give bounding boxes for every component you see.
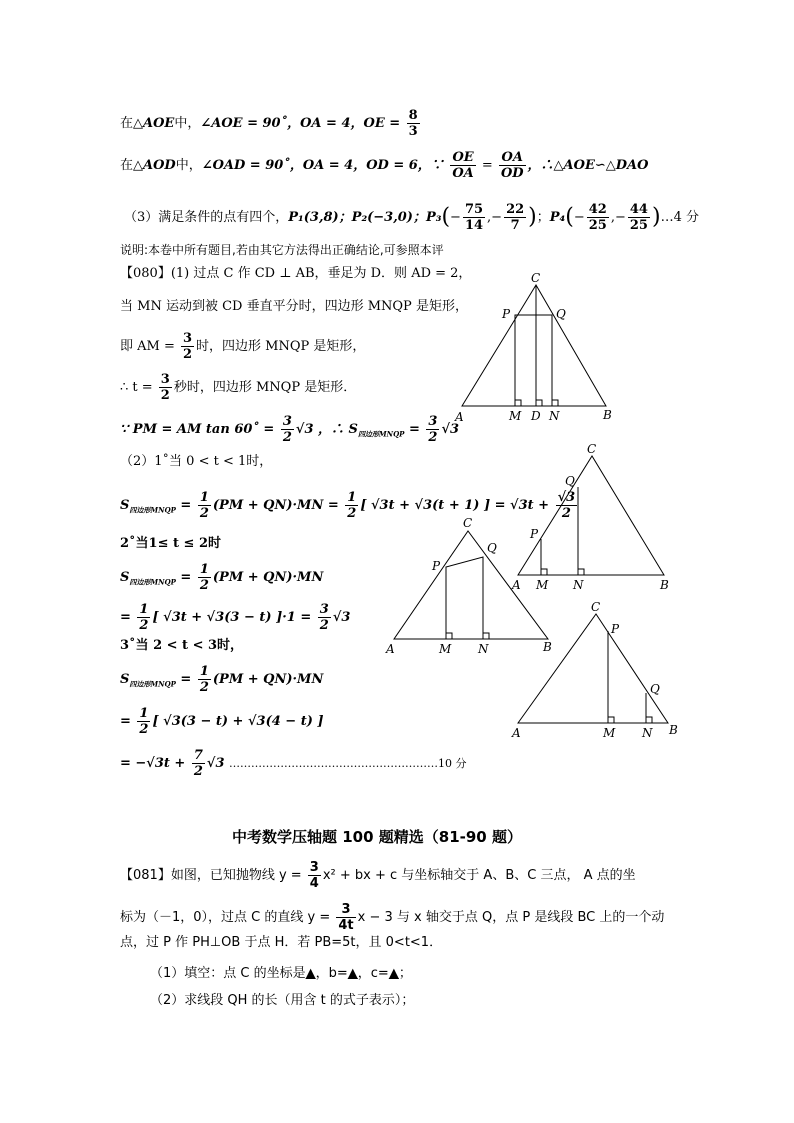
- sol079-line3: （3）满足条件的点有四个，P₁(3,8)；P₂(−3,0)；P₃(− $\frac{75}{14}$ ,− $\frac{22}{7}$ )；P₄(− $\frac{42}{25}$ ,− $\frac{44}{25}$ )…4 分: [124, 202, 699, 233]
- fig2-label-b: B: [660, 578, 669, 592]
- fig4-right-angle-marker: [608, 717, 614, 723]
- fig4-label-m: M: [603, 726, 616, 740]
- fig1-label-q: Q: [556, 307, 566, 321]
- fig1-right-angle-marker: [515, 400, 521, 406]
- sol080-l5: ∵ PM = AM tan 60˚ = $\frac{3}{2}$ √3 ，∴ $S_{四边形MNQP}$ = $\frac{3}{2}$ √3: [120, 414, 460, 445]
- fig4-label-c: C: [591, 600, 601, 614]
- sol079-line1: 在△AOE中，∠AOE = 90˚，OA = 4，OE = $\frac{8}{3}$: [120, 108, 418, 139]
- fig3-label-m: M: [439, 642, 452, 656]
- sol080-l8: 2˚当1≤ t ≤ 2时: [120, 536, 222, 551]
- fraction: $\frac{1}{2}$: [199, 664, 209, 695]
- fraction: $\frac{8}{3}$: [408, 108, 418, 139]
- fig2-triangle: [518, 456, 664, 575]
- sol080-l10: = $\frac{1}{2}$ [ √3t + √3(3 − t) ]·1 = $\frac{3}{2}$ √3: [120, 602, 351, 633]
- answer-blank[interactable]: ▲: [305, 966, 316, 981]
- fraction: $\frac{3}{2}$: [428, 414, 438, 445]
- fig2-right-angle-marker: [578, 569, 584, 575]
- sol080-l6: （2）1˚当 0 < t < 1时，: [120, 454, 273, 469]
- fig3-label-c: C: [463, 516, 473, 530]
- sol080-l7: $S_{四边形MNQP}$ = $\frac{1}{2}$ (PM + QN)·MN = $\frac{1}{2}$ [ √3t + √3(t + 1) ] = √3t + $\frac{√3}{2}$: [120, 490, 576, 521]
- sol080-l13: = $\frac{1}{2}$ [ √3(3 − t) + √3(4 − t) ]: [120, 706, 324, 737]
- sol080-l12: $S_{四边形MNQP}$ = $\frac{1}{2}$ (PM + QN)·MN: [120, 664, 324, 695]
- q081-l3: 点，过 P 作 PH⊥OB 于点 H．若 PB=5t，且 0<t<1．: [120, 935, 443, 950]
- fraction: $\frac{1}{2}$: [139, 602, 149, 633]
- q081-l2: 标为（－1，0），过点 C 的直线 y = $\frac{3}{4t}$ x − 3 与 x 轴交于点 Q，点 P 是线段 BC 上的一个动: [120, 902, 665, 933]
- fig1-rectangle: [515, 315, 552, 406]
- fig2-label-q: Q: [565, 474, 575, 488]
- fraction: $\frac{1}{2}$: [347, 490, 357, 521]
- sol080-l3: 即 AM = $\frac{3}{2}$ 时，四边形 MNQP 是矩形，: [120, 331, 366, 362]
- fig1-label-d: D: [531, 409, 541, 423]
- fig1-label-b: B: [603, 408, 612, 422]
- fig3-right-angle-marker: [446, 633, 452, 639]
- fig3-label-b: B: [543, 640, 552, 654]
- fig2-label-m: M: [536, 578, 549, 592]
- fraction: $\frac{1}{2}$: [199, 490, 209, 521]
- fraction: $\frac{3}{4}$: [309, 860, 319, 891]
- q081-l4: （1）填空：点 C 的坐标是▲，b=▲，c=▲；: [150, 966, 412, 981]
- fig4-label-b: B: [669, 723, 678, 737]
- fraction: $\frac{OE}{OA}$: [452, 150, 474, 181]
- sol080-l14: = −√3t + $\frac{7}{2}$ √3 …………………………………………………10 分: [120, 748, 467, 779]
- fraction: $\frac{3}{2}$: [282, 414, 292, 445]
- fig1-label-n: N: [549, 409, 560, 423]
- fig2-label-n: N: [573, 578, 584, 592]
- sol080-l11: 3˚当 2 < t < 3时，: [120, 638, 244, 653]
- sol080-l9: $S_{四边形MNQP}$ = $\frac{1}{2}$ (PM + QN)·MN: [120, 562, 324, 593]
- fig3-triangle: [394, 531, 548, 639]
- fig4-label-a: A: [512, 726, 521, 740]
- fraction: $\frac{3}{4t}$: [338, 902, 354, 933]
- fig2-label-c: C: [587, 442, 597, 456]
- sol079-line2: 在△AOD中，∠OAD = 90˚，OA = 4，OD = 6，∵ $\frac{OE}{OA}$ = $\frac{OA}{OD}$ ，∴△AOE∽△DAO: [120, 150, 649, 181]
- fig3-label-q: Q: [487, 541, 497, 555]
- fig1-triangle: [462, 285, 606, 406]
- fig3-label-n: N: [478, 642, 489, 656]
- fig4-right-angle-marker: [646, 717, 652, 723]
- fig1-right-angle-marker: [552, 400, 558, 406]
- fig3-quadrilateral: [446, 557, 483, 639]
- fraction: $\frac{√3}{2}$: [557, 490, 576, 521]
- fig4-label-q: Q: [650, 682, 660, 696]
- answer-blank[interactable]: ▲: [388, 966, 399, 981]
- fraction: $\frac{75}{14}$: [464, 202, 484, 233]
- fraction: $\frac{3}{2}$: [160, 372, 170, 403]
- fig2-label-p: P: [530, 527, 539, 541]
- sol080-l4: ∴ t = $\frac{3}{2}$ 秒时，四边形 MNQP 是矩形．: [120, 372, 357, 403]
- q081-l5: （2）求线段 QH 的长（用含 t 的式子表示）；: [150, 993, 415, 1008]
- fig4-label-n: N: [642, 726, 653, 740]
- fraction: $\frac{1}{2}$: [139, 706, 149, 737]
- fraction: $\frac{1}{2}$: [199, 562, 209, 593]
- q081-l1: 【081】如图，已知抛物线 y = $\frac{3}{4}$ x² + bx + c 与坐标轴交于 A、B、C 三点， A 点的坐: [120, 860, 636, 891]
- fig3-right-angle-marker: [483, 633, 489, 639]
- fraction: $\frac{7}{2}$: [193, 748, 203, 779]
- sol080-l2: 当 MN 运动到被 CD 垂直平分时，四边形 MNQP 是矩形，: [120, 299, 468, 314]
- fig4-label-p: P: [611, 622, 620, 636]
- fig1-label-c: C: [531, 271, 541, 285]
- note-line: 说明:本卷中所有题目,若由其它方法得出正确结论,可参照本评: [120, 243, 444, 257]
- fig1-right-angle-marker: [536, 400, 542, 406]
- fig2-right-angle-marker: [541, 569, 547, 575]
- fraction: $\frac{44}{25}$: [629, 202, 648, 233]
- fraction: $\frac{42}{25}$: [588, 202, 607, 233]
- fig3-label-a: A: [386, 642, 395, 656]
- answer-blank[interactable]: ▲: [347, 966, 358, 981]
- fig1-label-p: P: [502, 307, 511, 321]
- fig2-label-a: A: [512, 578, 521, 592]
- fig3-label-p: P: [432, 559, 441, 573]
- fig1-label-a: A: [455, 410, 464, 424]
- fraction: $\frac{OA}{OD}$: [500, 150, 524, 181]
- fraction: $\frac{22}{7}$: [506, 202, 525, 233]
- fig1-label-m: M: [509, 409, 522, 423]
- sol080-l1: 【080】(1) 过点 C 作 CD ⊥ AB，垂足为 D．则 AD = 2，: [120, 266, 472, 281]
- section-title: 中考数学压轴题 100 题精选（81-90 题）: [232, 828, 522, 846]
- fraction: $\frac{3}{2}$: [183, 331, 193, 362]
- fraction: $\frac{3}{2}$: [319, 602, 329, 633]
